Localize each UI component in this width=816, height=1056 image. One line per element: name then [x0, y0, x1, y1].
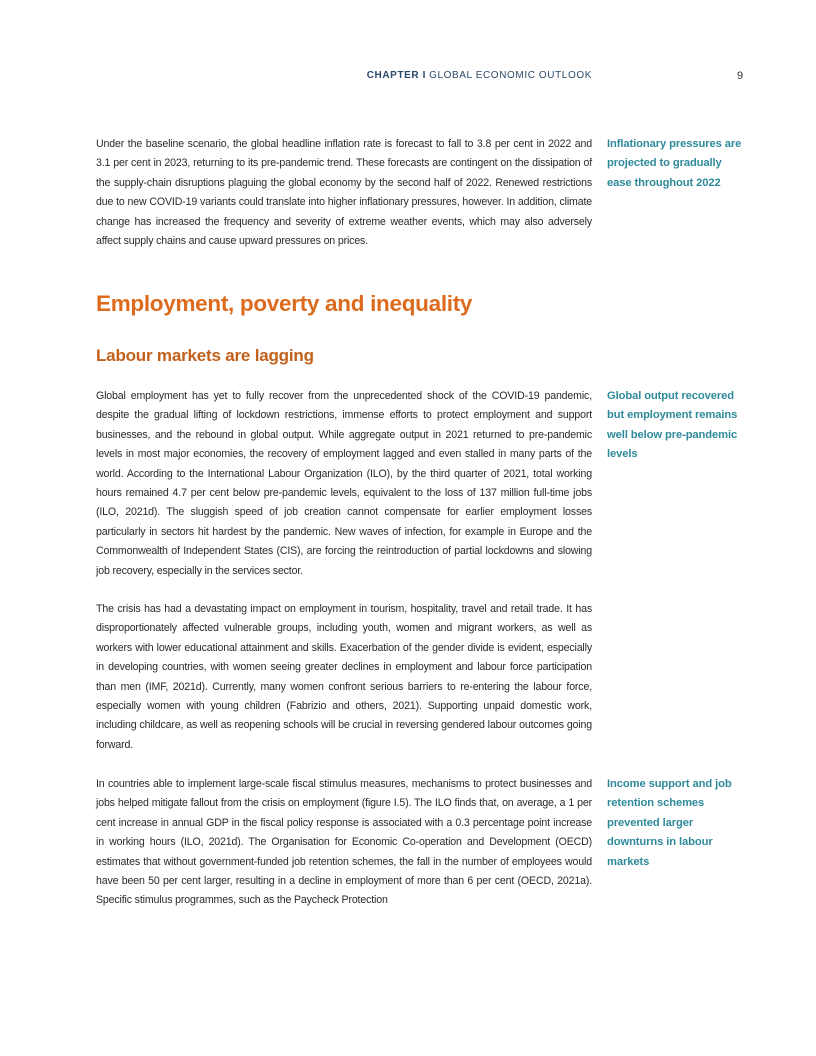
sidenote-employment: Global output recovered but employment remains well below pre-pandemic levels [607, 390, 738, 461]
sidenote-inflation: Inflationary pressures are projected to gradually ease throughout 2022 [607, 138, 742, 189]
chapter-label: CHAPTER I [366, 70, 426, 81]
section-heading: Employment, poverty and inequality [96, 291, 473, 316]
running-header [0, 69, 816, 83]
page-number: 9 [737, 70, 744, 82]
paragraph-fiscal-stimulus: In countries able to implement large-scale fiscal stimulus measures, mechanisms to protect businesses and jobs helped mitigate fallout from the crisis on employment (figure I.5). The ILO finds that, on average, a 1 per cent increase in annual GDP in the fiscal policy response is associated with a 0.3 percentage point increase in working hours (ILO, 2021d). The Organisation for Economic Co-operation and Development (OECD) estimates that without government-funded job retention schemes, the fall in the number of employees would have been 50 per cent larger, resulting in a decline in employment of more than 6 per cent (OECD, 2021a). Specific stimulus programmes, such as the Paycheck Protection [96, 778, 592, 907]
section-title: GLOBAL ECONOMIC OUTLOOK [429, 70, 592, 81]
paragraph-crisis-impact: The crisis has had a devastating impact on employment in tourism, hospitality, travel and retail trade. It has disproportionately affected vulnerable groups, including youth, women and migrant workers, as well as workers with lower educational attainment and skills. Exacerbation of the gender divide is evident, especially in developing countries, with women seeing greater declines in employment and labour force participation than men (IMF, 2021d). Currently, many women confront serious barriers to re-entering the labour force, especially women with young children (Fabrizio and others, 2021). Supporting unpaid domestic work, including childcare, as well as reopening schools will be crucial in reversing gendered labour outcomes going forward. [96, 603, 592, 751]
subsection-heading: Labour markets are lagging [96, 346, 314, 365]
sidenote-income-support: Income support and job retention schemes prevented larger downturns in labour markets [607, 778, 732, 868]
paragraph-inflation: Under the baseline scenario, the global headline inflation rate is forecast to fall to 3.8 per cent in 2022 and 3.1 per cent in 2023, returning to its pre-pandemic trend. These forecasts are contingent on the dissipation of the supply-chain disruptions plaguing the global economy by the second half of 2022. Renewed restrictions due to new COVID-19 variants could translate into higher inflationary pressures, however. In addition, climate change has increased the frequency and severity of extreme weather events, which may also adversely affect supply chains and cause upward pressures on prices. [96, 138, 592, 248]
paragraph-employment: Global employment has yet to fully recover from the unprecedented shock of the COVID-19 pandemic, despite the gradual lifting of lockdown restrictions, immense efforts to protect employment and support businesses, and the rebound in global output. While aggregate output in 2021 returned to pre-pandemic levels in most major economies, the recovery of employment lagged and even stalled in many parts of the world. According to the International Labour Organization (ILO), by the third quarter of 2021, total working hours remained 4.7 per cent below pre-pandemic levels, equivalent to the loss of 137 million full-time jobs (ILO, 2021d). The sluggish speed of job creation cannot compensate for earlier employment losses particularly in sectors hit hardest by the pandemic. New waves of infection, for example in Europe and the Commonwealth of Independent States (CIS), are forcing the reintroduction of partial lockdowns and slowing job recovery, especially in the services sector. [96, 390, 592, 577]
